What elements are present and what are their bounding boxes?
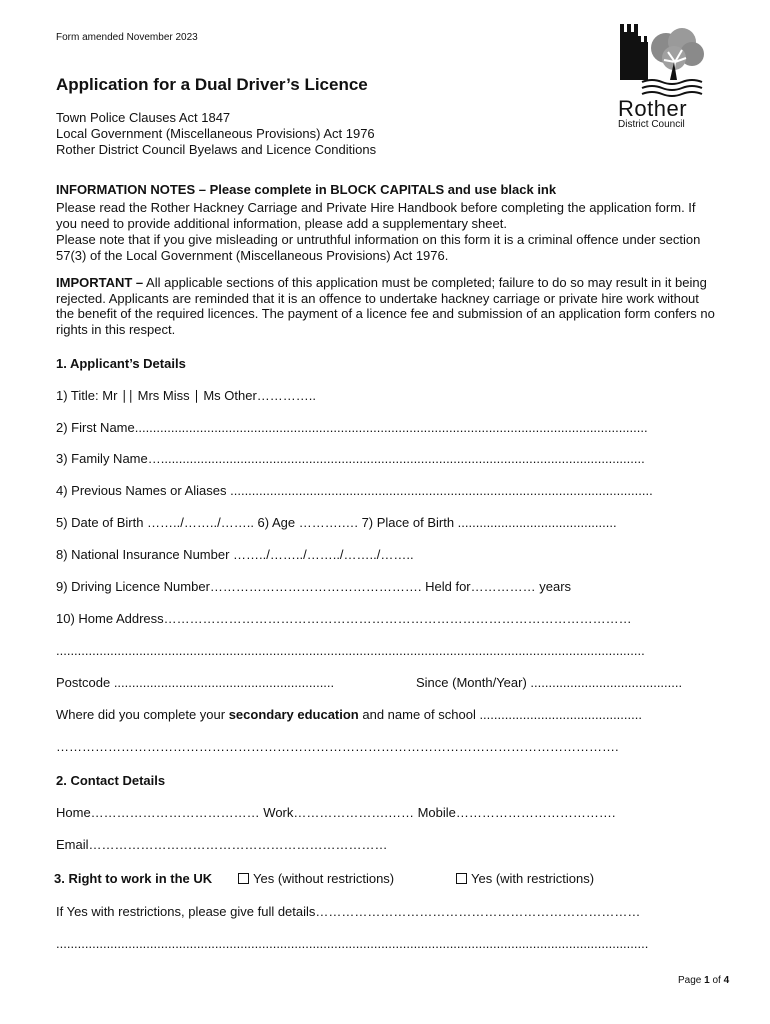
phone-numbers-field[interactable]: Home………………………………… Work………………….…… Mobile………………………………. (56, 805, 616, 820)
national-insurance-field[interactable]: 8) National Insurance Number ……../……../……../……../…….. (56, 547, 414, 562)
information-notes-text-2: Please note that if you give misleading or untruthful information on this form it is a criminal offence under section 57(3) of the Local Government (Miscellaneous Provisions) Act 1976. (56, 232, 701, 263)
education-field[interactable] (56, 707, 706, 723)
first-name-field[interactable]: 2) First Name.............................................................................................................................................. (56, 420, 648, 435)
education-label-post: and name of school ............................................. (358, 707, 642, 722)
education-label-bold: secondary education (228, 707, 359, 722)
rother-logo (612, 18, 712, 130)
page-number (678, 975, 729, 986)
logo-subtitle: District Council (618, 119, 685, 130)
important-text: All applicable sections of this application must be completed; failure to do so may result in it being rejected. Applicants are reminded that it is an offence to undertake hackney carriage or private hire work without the benefit of the required licences. The payment of a licence fee and submission of an application form confers no rights in this respect. (56, 275, 715, 337)
act-line-2: Local Government (Miscellaneous Provisions) Act 1976 (56, 126, 375, 141)
page-current: 1 (704, 975, 710, 986)
home-address-continuation[interactable]: ................................................................................................................................................................... (56, 643, 645, 658)
logo-name: Rother (618, 96, 688, 121)
right-to-work-option-unrestricted[interactable] (238, 871, 394, 887)
page-total: 4 (723, 975, 730, 986)
act-line-1: Town Police Clauses Act 1847 (56, 110, 231, 125)
since-field[interactable]: Since (Month/Year) .......................................... (416, 675, 683, 690)
checkbox-unrestricted[interactable] (238, 873, 249, 884)
important-label: IMPORTANT – (56, 275, 144, 290)
right-to-work-option-restricted[interactable] (456, 871, 594, 887)
driving-licence-field[interactable]: 9) Driving Licence Number…………………………………………. Held for…………… years (56, 579, 572, 594)
family-name-field[interactable]: 3) Family Name…...................................................................................................................................... (56, 451, 645, 466)
home-address-field[interactable]: 10) Home Address……………………………………………………………………………………………… (56, 611, 632, 626)
email-field[interactable]: Email…………………………………………………………… (56, 837, 388, 852)
restrictions-details-field[interactable]: If Yes with restrictions, please give full details………………………………………………………………… (56, 904, 641, 919)
page-of: of (709, 975, 724, 986)
option-unrestricted-label: Yes (without restrictions) (253, 871, 395, 886)
act-line-3: Rother District Council Byelaws and Licence Conditions (56, 142, 377, 157)
checkbox-restricted[interactable] (456, 873, 467, 884)
option-restricted-label: Yes (with restrictions) (471, 871, 595, 886)
important-notice (56, 275, 720, 337)
dob-age-birthplace-field[interactable]: 5) Date of Birth ……../……../…….. 6) Age ……….…. 7) Place of Birth ............................................ (56, 515, 617, 530)
postcode-field[interactable]: Postcode ............................................................. (56, 675, 335, 690)
form-amended-note: Form amended November 2023 (56, 32, 198, 43)
section-3-heading: 3. Right to work in the UK (54, 871, 213, 886)
section-1-heading: 1. Applicant’s Details (56, 356, 186, 371)
castle-tree-emblem (612, 18, 712, 98)
information-notes-text-1: Please read the Rother Hackney Carriage and Private Hire Handbook before completing the application form. If you need to provide additional information, please add a supplementary sheet. (56, 200, 696, 231)
education-continuation[interactable]: …………………………………………………………………………………………………………………. (56, 739, 619, 754)
title-field[interactable]: 1) Title: Mr ∣∣ Mrs Miss ∣ Ms Other………….. (56, 388, 317, 403)
page-label: Page (678, 975, 705, 986)
page-title: Application for a Dual Driver’s Licence (56, 75, 368, 94)
previous-names-field[interactable]: 4) Previous Names or Aliases ..................................................................................................................... (56, 483, 653, 498)
education-label-pre: Where did you complete your (56, 707, 229, 722)
information-notes-heading: INFORMATION NOTES – Please complete in BLOCK CAPITALS and use black ink (56, 182, 557, 197)
section-2-heading: 2. Contact Details (56, 773, 166, 788)
restrictions-details-continuation[interactable]: .................................................................................................................................................................... (56, 936, 649, 951)
